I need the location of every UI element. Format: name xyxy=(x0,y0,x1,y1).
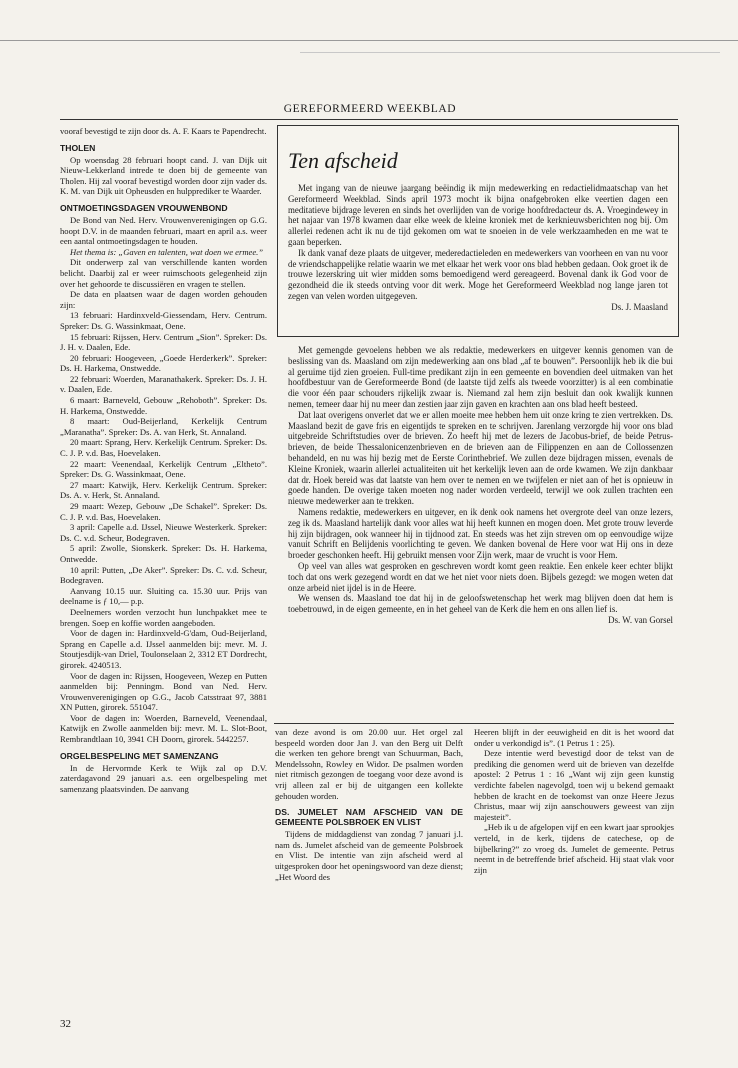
tholen-text: Op woensdag 28 februari hoopt cand. J. van Dijk uit Nieuw-Lekkerland intrede te doen bij de gemeente van Tholen. Hij zal vooraf bevestigd worden door zijn vader ds. K. M. van Dijk uit Opheusden en hulpprediker te Waarder. xyxy=(60,154,267,197)
date-item: 29 maart: Wezep, Gebouw „De Schakel”. Spreker: Ds. C. J. P. v.d. Bas, Hoevelaken. xyxy=(60,501,267,522)
left-column xyxy=(60,126,267,794)
date-item: 20 februari: Hoogeveen, „Goede Herderkerk”. Spreker: Ds. H. Harkema, Onstwedde. xyxy=(60,352,267,374)
running-header: GEREFORMEERD WEEKBLAD xyxy=(283,103,457,115)
ontmoeting-p7: Voor de dagen in: Hardinxveld-G'dam, Oud-Beijerland, Sprang en Capelle a.d. IJssel aanmelden bij: mevr. M. J. Stoutjesdijk-van Driel, Toulonselaan 2, 3312 ET Dordrecht, girorek. 4240513. xyxy=(60,628,267,670)
date-item: 22 maart: Veenendaal, Kerkelijk Centrum „Eltheto”. Spreker: Ds. G. Wassinkmaat, Oene. xyxy=(60,458,267,480)
ontmoeting-p5: Aanvang 10.15 uur. Sluiting ca. 15.30 uur. Prijs van deelname is ƒ 10,— p.p. xyxy=(60,585,267,607)
date-item: 10 april: Putten, „De Aker”. Spreker: Ds. C. v.d. Scheur, Bodegraven. xyxy=(60,564,267,586)
ontmoeting-p9: Voor de dagen in: Woerden, Barneveld, Veenendaal, Katwijk en Zwolle aanmelden bij: mevr. M. L. Slot-Boot, Rembrandtlaan 10, 3941 CH Doorn, girorek. 5442257. xyxy=(60,712,267,745)
main-article xyxy=(288,345,673,626)
left-intro: vooraf bevestigd te zijn door ds. A. F. Kaars te Papendrecht. xyxy=(60,126,267,136)
date-item: 27 maart: Katwijk, Herv. Kerkelijk Centrum. Spreker: Ds. A. v. Herk, St. Annaland. xyxy=(60,479,267,501)
jumelet-heading: DS. JUMELET NAM AFSCHEID VAN DE GEMEENTE POLSBROEK EN VLIST xyxy=(275,807,463,828)
bottom-left-p2: Tijdens de middagdienst van zondag 7 januari j.l. nam ds. Jumelet afscheid van de gemeente Polsbroek en Vlist. De intentie van zijn afscheid werd al uitgesproken door het openingswoord van deze dienst; „Het Woord des xyxy=(275,829,463,882)
main-p2: Dat laat overigens onverlet dat we er allen moeite mee hebben hem uit onze kring te zien vertrekken. Ds. Maasland bezit de gave fris en eigentijds te spreken en te schrijven. Jarenlang verzorgde hij voor ons blad uitgebreide Schriftstudies over de brieven. Zo heeft hij met de lezers de Jacobus-brief, de beide Petrus-brieven, de beide Thessalonicenzenbrieven en de brieven aan de Filippenzen en aan de Collossenzen behandeld, en nu was hij bezig met de Eerste Corinthebrief. We zullen deze bijdragen missen, evenals de Kleine Kroniek, waarin allerlei actualiteiten uit het kerkelijk leven aan de orde kwamen. We zijn dankbaar dat dr. Hoek bereid was dat laatste van hem over te nemen en we twijfelen er niet aan of het is opnieuw in goede handen. De overige taken moeten nog nader worden verdeeld, terwijl we ook zullen trachten een nieuwe medewerker aan te trekken. xyxy=(288,409,673,507)
bottom-left-p1: van deze avond is om 20.00 uur. Het orgel zal bespeeld worden door Jan J. van den Berg uit Delft die werken ten gehore brengt van Schuurman, Bach, Mendelssohn, Rowley en Widor. De psalmen worden niet ritmisch gezongen de toegang voor deze avond is vrij alleen zal er bij de uitgangen een kollekte gehouden worden. xyxy=(275,727,463,801)
date-item: 5 april: Zwolle, Sionskerk. Spreker: Ds. H. Harkema, Ontwedde. xyxy=(60,543,267,564)
afscheid-p2: Ik dank vanaf deze plaats de uitgever, mederedactieleden en medewerkers van voorheen en van nu voor de vriendschappelijke relatie waarin we met elkaar het werk voor ons blad hebben gedaan. Ook groet ik de trouwe lezerskring uit wier midden soms bemoedigend werd gereageerd. Bovenal dank ik God voor de gezondheid die ik steeds ontving voor dit werk. Moge het Gereformeerd Weekblad nog lange jaren tot zegen van velen worden uitgegeven. xyxy=(288,247,668,301)
ontmoeting-p1: De Bond van Ned. Herv. Vrouwenverenigingen op G.G. hoopt D.V. in de maanden februari, maart en april a.s. weer een aantal ontmoetingsdagen te houden. xyxy=(60,214,267,247)
bottom-right-p2: Deze intentie werd bevestigd door de tekst van de prediking die genomen werd uit de brieven van dezelfde apostel: 2 Petrus 1 : 16 „Want wij zijn geen kunstig verdichte fabelen nagevolgd, toen wij u bekend gemaakt hebben de kracht en de toekomst van onze Heere Jezus Christus, maar wij zijn aanschouwers geweest van zijn majesteit”. xyxy=(474,748,674,822)
ontmoeting-p6: Deelnemers worden verzocht hun lunchpakket mee te brengen. Soep en koffie worden aangeboden. xyxy=(60,606,267,628)
page-edge-line-faint xyxy=(300,52,720,53)
date-item: 8 maart: Oud-Beijerland, Kerkelijk Centrum „Maranatha”. Spreker: Ds. A. van Herk, St. Annaland. xyxy=(60,416,267,437)
ontmoeting-p3: Dit onderwerp zal van verschillende kanten worden belicht. Daarbij zal er weer ruimschoots gelegenheid zijn over het gehoorde te discussiëren en vragen te stellen. xyxy=(60,257,267,289)
main-signature: Ds. W. van Gorsel xyxy=(608,614,673,625)
page-edge-line xyxy=(0,40,738,41)
header-rule xyxy=(60,119,678,120)
main-p1: Met gemengde gevoelens hebben we als redaktie, medewerkers en uitgever kennis genomen van de beslissing van ds. Maasland om zijn medewerking aan ons blad „af te bouwen”. Persoonlijk heb ik die bui al geruime tijd zien groeien. Full-time predikant zijn in een gemeente en bovendien deel uitmaken van het hoofdbestuur van de Gereformeerde Bond (de laatste tijd zelfs als tweede voorzitter) is al een combinatie die voor één paar schouders rijkelijk zwaar is. Niemand zal hem zijn besluit dan ook kwalijk kunnen nemen, temeer daar hij nu meer dan zestien jaar zijn gaven en krachten aan ons blad heeft besteed. xyxy=(288,345,673,409)
afscheid-body xyxy=(288,183,668,313)
date-item: 3 april: Capelle a.d. IJssel, Nieuwe Westerkerk. Spreker: Ds. C. v.d. Scheur, Bodegraven. xyxy=(60,522,267,543)
orgel-text: In de Hervormde Kerk te Wijk zal op D.V. zaterdagavond 29 januari a.s. een orgelbespeling met samenzang plaatsvinden. De aanvang xyxy=(60,762,267,794)
afscheid-p1: Met ingang van de nieuwe jaargang beëindig ik mijn medewerking en redactielidmaatschap van het Gereformeerd Weekblad. Sinds april 1973 mocht ik bijna onafgebroken elke veertien dagen een meditatieve bijdrage leveren en sinds het overlijden van de vorige hoofdredacteur ds. A. Vroegindewey in het najaar van 1978 kwamen daar elke week de kleine kroniek met de kerknieuwsberichten nog bij. Om allerlei redenen acht ik nu de tijd gekomen om wat te snoeien in de vele werkzaamheden en me wat te gaan beperken. xyxy=(288,183,668,247)
ontmoeting-p4: De data en plaatsen waar de dagen worden gehouden zijn: xyxy=(60,289,267,310)
date-item: 13 februari: Hardinxveld-Giessendam, Herv. Centrum. Spreker: Ds. G. Wassinkmaat, Oene. xyxy=(60,310,267,331)
afscheid-box xyxy=(277,125,679,337)
main-p4: Op veel van alles wat gesproken en geschreven wordt komt geen reaktie. Een enkele keer echter blijkt toch dat ons werk gezegend wordt en dat we het niet voor niets doen. Bijbels gezegd: we mogen weten dat onze arbeid niet ijdel is in de Heere. xyxy=(288,560,673,593)
afscheid-signature: Ds. J. Maasland xyxy=(611,301,668,312)
ontmoeting-p8: Voor de dagen in: Rijssen, Hoogeveen, Wezep en Putten aanmelden bij: Penningm. Bond van Ned. Herv. Vrouwenverenigingen op G.G., Jacob Catsstraat 97, 3881 XN Putten, girorek. 551047. xyxy=(60,670,267,713)
ontmoeting-theme: Het thema is: „Gaven en talenten, wat doen we ermee.” xyxy=(70,246,264,257)
date-item: 15 februari: Rijssen, Herv. Centrum „Sion”. Spreker: Ds. J. H. v. Daalen, Ede. xyxy=(60,331,267,353)
main-p5: We wensen ds. Maasland toe dat hij in de geloofswetenschap het werk mag blijven doen dat hem is toebetrouwd, in de eigen gemeente, en in het geheel van de Kerk die hem en ons allen lief is. xyxy=(288,593,673,615)
bottom-left-column xyxy=(275,727,463,882)
bottom-rule xyxy=(274,723,674,724)
date-item: 22 februari: Woerden, Maranathakerk. Spreker: Ds. J. H. v. Daalen, Ede. xyxy=(60,373,267,395)
date-item: 6 maart: Barneveld, Gebouw „Rehoboth”. Spreker: Ds. H. Harkema, Onstwedde. xyxy=(60,395,267,416)
bottom-right-p3: „Heb ik u de afgelopen vijf en een kwart jaar sprookjes verteld, in de kerk, tijdens de catechese, op de bijbelkring?” zo vroeg ds. Jumelet de gemeente. Petrus neemt in de betreffende brief afscheid. Hij staat vlak voor zijn xyxy=(474,822,674,875)
page-number: 32 xyxy=(60,1018,71,1030)
bottom-right-column xyxy=(474,727,674,875)
afscheid-title: Ten afscheid xyxy=(288,148,398,173)
main-p3: Namens redaktie, medewerkers en uitgever, en ik denk ook namens het overgrote deel van onze lezers, zeg ik ds. Maasland hartelijk dank voor alles wat hij heeft kunnen en mogen doen. Met grote trouw leverde hij zijn bijdragen, ook wanneer hij in tijdnood zat. En steeds was het zijn streven om op eenvoudige wijze vanuit Schrift en Belijdenis voorlichting te geven. We danken bovenal de Here voor wat Hij ons in deze broeder geschonken heeft. Hij gebruikt mensen voor Zijn werk, maar de vrucht is voor Hem. xyxy=(288,506,673,561)
bottom-right-p1: Heeren blijft in der eeuwigheid en dit is het woord dat onder u verkondigd is”. (1 Petrus 1 : 25). xyxy=(474,727,674,748)
orgel-heading: ORGELBESPELING MET SAMENZANG xyxy=(60,750,219,761)
ontmoeting-heading: ONTMOETINGSDAGEN VROUWENBOND xyxy=(60,202,228,213)
tholen-heading: THOLEN xyxy=(60,142,96,153)
date-item: 20 maart: Sprang, Herv. Kerkelijk Centrum. Spreker: Ds. C. J. P. v.d. Bas, Hoevelaken. xyxy=(60,437,267,459)
